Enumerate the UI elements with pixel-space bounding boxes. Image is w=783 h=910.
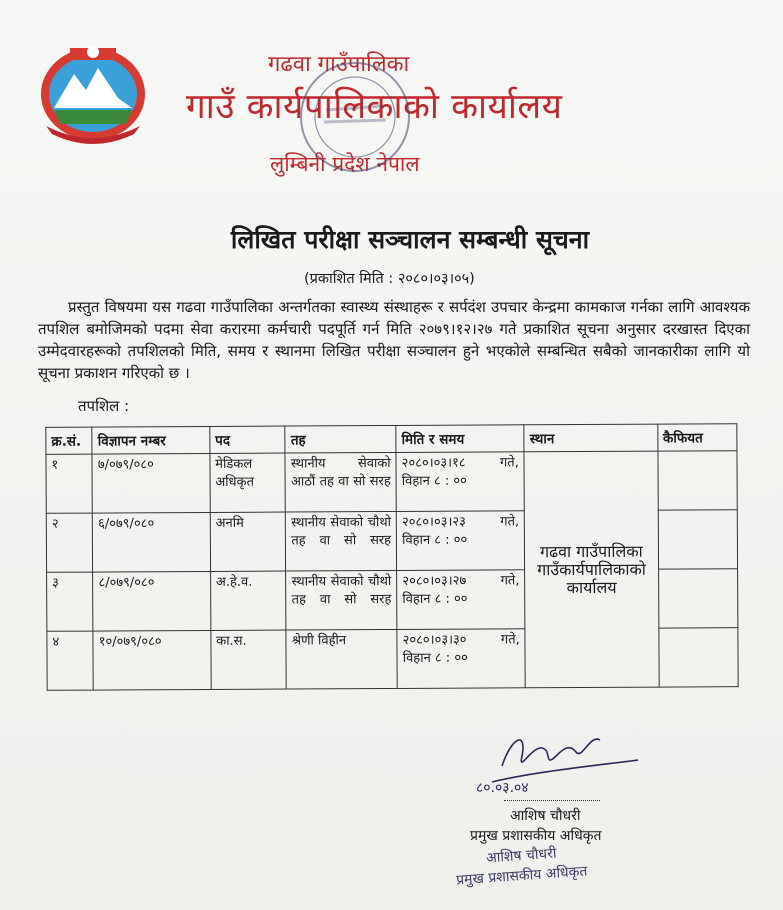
cell-date-time	[397, 570, 525, 630]
table-row	[46, 451, 737, 514]
header-serial: क्र.सं.	[46, 427, 92, 454]
exam-time: विहान ८ : ००	[402, 591, 468, 607]
office-name: गाउँ कार्यपालिकाको कार्यालय	[186, 87, 563, 127]
header-advert-number: विज्ञापन नम्बर	[92, 426, 210, 454]
published-date: (प्रकाशित मिति : २०८०।०३।०५)	[304, 271, 475, 287]
level-text: स्थानीय सेवाको चौथो तह वा सो सरह	[291, 515, 392, 549]
exam-time: विहान ८ : ००	[402, 532, 468, 548]
signatory-title: प्रमुख प्रशासकीय अधिकृत	[470, 828, 602, 844]
cell-level	[286, 570, 397, 630]
cell-date-time	[396, 452, 524, 512]
cell-serial: २	[46, 513, 93, 572]
cell-remarks	[658, 451, 738, 510]
level-text: स्थानीय सेवाको चौथो तह वा सो सरह	[291, 574, 392, 608]
cell-remarks	[658, 569, 738, 628]
cell-date-time	[396, 511, 524, 571]
office-seal-stamp	[296, 58, 414, 176]
municipality-name: गढवा गाउँपालिका	[268, 52, 410, 77]
cell-advert-number: ८/०७९/०८०	[93, 571, 211, 631]
cell-advert-number: ६/०७९/०८०	[93, 512, 211, 572]
cell-date-time	[397, 629, 525, 689]
cell-post: अ.हे.व.	[210, 571, 286, 630]
cell-advert-number: ७/०७९/०८०	[92, 453, 210, 513]
cell-advert-number: १०/०७९/०८०	[93, 630, 211, 690]
header-post: पद	[210, 426, 286, 453]
table-header-row	[46, 424, 737, 455]
cell-serial: १	[46, 454, 93, 513]
cell-remarks	[658, 510, 738, 569]
cell-remarks	[658, 628, 738, 687]
details-label: तपशिल :	[78, 397, 130, 415]
cell-serial: ४	[47, 631, 94, 690]
signatory-name: आशिष चौधरी	[510, 808, 581, 824]
cell-level: श्रेणी विहीन	[286, 629, 397, 689]
cell-serial: ३	[47, 572, 94, 631]
exam-time: विहान ८ : ००	[402, 650, 468, 666]
exam-date: २०८०।०३।२७ गते,	[402, 573, 520, 589]
cell-post: का.स.	[211, 630, 287, 689]
handwritten-signature	[472, 726, 642, 796]
stamp-signatory-title: प्रमुख प्रशासकीय अधिकृत	[455, 863, 588, 889]
nepal-emblem-icon	[34, 38, 152, 146]
notice-title: लिखित परीक्षा सञ्चालन सम्बन्धी सूचना	[230, 225, 590, 254]
cell-post: मेडिकल अधिकृत	[210, 453, 286, 512]
office-location: लुम्बिनी प्रदेश नेपाल	[270, 152, 420, 176]
cell-venue: गढवा गाउँपालिका गाउँकार्यपालिकाको कार्यालय	[524, 451, 658, 688]
exam-schedule-table	[45, 423, 738, 691]
cell-level	[285, 452, 396, 512]
exam-date: २०८०।०३।१८ गते,	[401, 455, 519, 471]
exam-time: विहान ८ : ००	[401, 473, 467, 489]
level-text: स्थानीय सेवाको आठौं तह वा सो सरह	[290, 456, 391, 490]
notice-body: प्रस्तुत विषयमा यस गढवा गाउँपालिका अन्तर्गतका स्वास्थ्य संस्थाहरू र सर्पदंश उपचार केन्द्रमा कामकाज गर्नका लागि आवश्यक तपशिल बमोजिमको पदमा सेवा करारमा कर्मचारी पदपूर्ति गर्न मिति २०७९।१२।२७ गते प्रकाशित सूचना अनुसार दरखास्त दिएका उम्मेदवारहरूको तपशिलको मिति, समय र स्थानमा लिखित परीक्षा सञ्चालन हुने भएकोले सम्बन्धित सबैको जानकारीका लागि यो सूचना प्रकाशन गरिएको छ ।	[38, 298, 750, 382]
header-date-time: मिति र समय	[396, 425, 524, 453]
cell-level	[286, 511, 397, 571]
cell-post: अनमि	[210, 512, 286, 571]
stamp-signatory-name: आशिष चौधरी	[485, 845, 557, 867]
exam-date: २०८०।०३।३० गते,	[402, 632, 520, 648]
exam-date: २०८०।०३।२३ गते,	[401, 514, 520, 530]
header-remarks: कैफियत	[657, 424, 737, 451]
header-level: तह	[285, 425, 396, 453]
signature-date: ८०.०३.०४	[476, 780, 529, 796]
signature-line	[504, 800, 600, 801]
header-venue: स्थान	[524, 424, 657, 452]
